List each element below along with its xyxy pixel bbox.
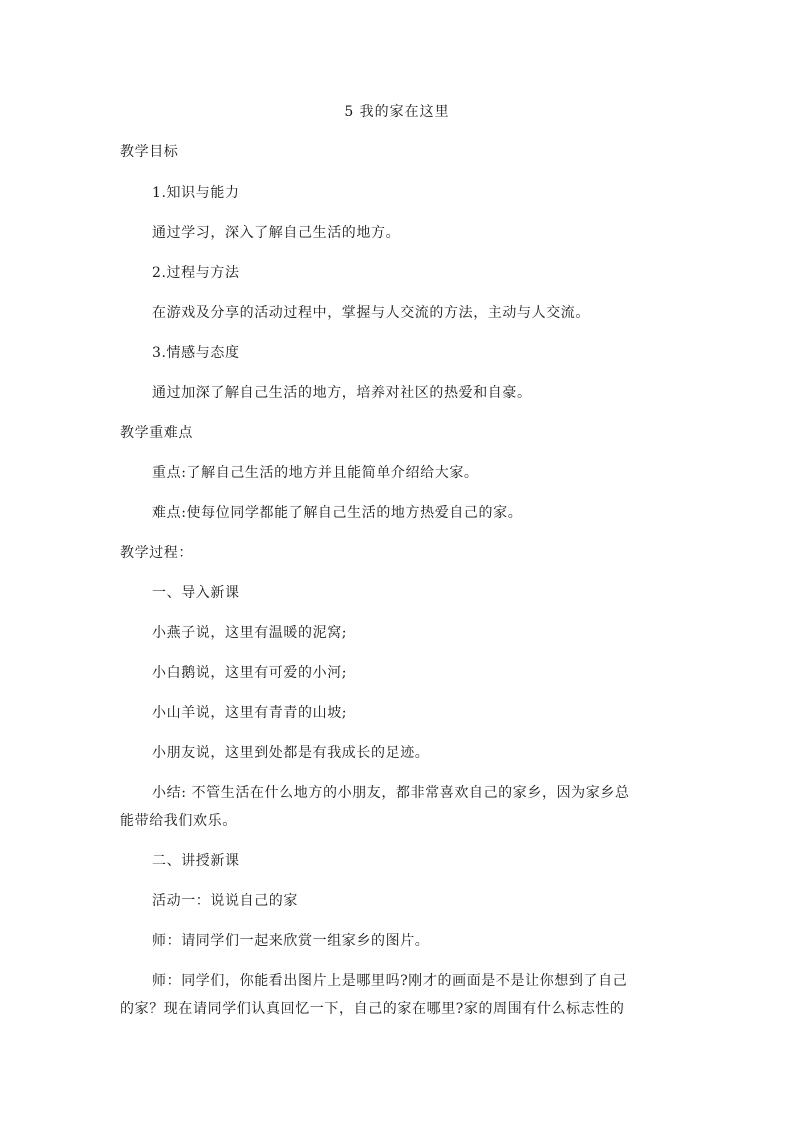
- teacher-line-1: 师：请同学们一起来欣赏一组家乡的图片。: [152, 933, 430, 949]
- goals-heading: 教学目标: [120, 144, 179, 160]
- goal2-heading: 2.过程与方法: [152, 265, 240, 281]
- goal1-heading: 1.知识与能力: [152, 185, 240, 201]
- key-heading: 教学重难点: [120, 425, 193, 441]
- process-heading: 教学过程：: [120, 545, 193, 561]
- summary-line-2: 能带给我们欢乐。: [120, 813, 237, 829]
- goal3-text: 通过加深了解自己生活的地方，培养对社区的热爱和自豪。: [152, 385, 532, 401]
- part2-heading: 二、讲授新课: [152, 853, 240, 869]
- part1-heading: 一、导入新课: [152, 585, 240, 601]
- goal1-text: 通过学习，深入了解自己生活的地方。: [152, 225, 401, 241]
- summary-line-1: 小结: 不管生活在什么地方的小朋友，都非常喜欢自己的家乡，因为家乡总: [152, 785, 630, 801]
- teacher-line-2b: 的家？现在请同学们认真回忆一下，自己的家在哪里?家的周围有什么标志性的: [120, 1001, 625, 1017]
- teacher-line-2a: 师：同学们，你能看出图片上是哪里吗?刚才的画面是不是让你想到了自己: [152, 973, 628, 989]
- page-title: 5 我的家在这里: [344, 104, 450, 120]
- line-goat: 小山羊说，这里有青青的山坡;: [152, 705, 348, 721]
- goal3-heading: 3.情感与态度: [152, 345, 240, 361]
- line-kids: 小朋友说，这里到处都是有我成长的足迹。: [152, 745, 430, 761]
- line-goose: 小白鹅说，这里有可爱的小河;: [152, 665, 348, 681]
- difficult-point: 难点:使每位同学都能了解自己生活的地方热爱自己的家。: [152, 505, 523, 521]
- key-point: 重点:了解自己生活的地方并且能简单介绍给大家。: [152, 465, 479, 481]
- activity1-heading: 活动一：说说自己的家: [152, 893, 298, 909]
- goal2-text: 在游戏及分享的活动过程中，掌握与人交流的方法，主动与人交流。: [152, 305, 590, 321]
- line-swallow: 小燕子说，这里有温暖的泥窝;: [152, 625, 348, 641]
